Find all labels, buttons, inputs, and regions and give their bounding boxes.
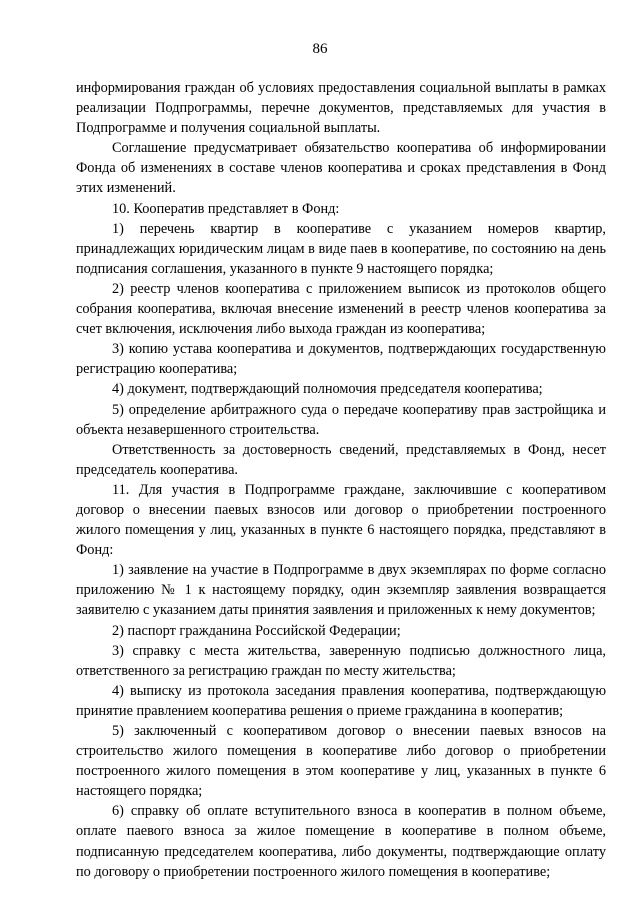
list-item: 5) заключенный с кооперативом договор о внесении паевых взносов на строительство жилого помещения в кооперативе либо договор о приобретении построенного жилого помещения в этом кооперативе у лиц, указанных в пункте 6 настоящего порядка; bbox=[76, 723, 606, 800]
paragraph: 10. Кооператив представляет в Фонд: bbox=[112, 200, 340, 217]
list-item: 2) реестр членов кооператива с приложением выписок из протоколов общего собрания кооператива, включая внесение изменений в реестр членов кооператива за счет включения, исключения либо выхода граждан из кооператива; bbox=[76, 280, 606, 338]
page-number: 86 bbox=[312, 41, 328, 57]
document-body bbox=[76, 78, 606, 882]
list-item: 4) документ, подтверждающий полномочия председателя кооператива; bbox=[112, 381, 543, 398]
paragraph: информирования граждан об условиях предоставления социальной выплаты в рамках реализации Подпрограммы, перечне документов, представляемых для участия в Подпрограмме и получения социальной выплаты. bbox=[76, 80, 606, 137]
list-item: 1) перечень квартир в кооперативе с указанием номеров квартир, принадлежащих юридическим лицам в виде паев в кооперативе, по состоянию на день подписания соглашения, указанного в пункте 9 настоящего порядка; bbox=[76, 220, 606, 277]
list-item: 2) паспорт гражданина Российской Федерации; bbox=[112, 622, 401, 639]
list-item: 3) справку с места жительства, заверенную подписью должностного лица, ответственного за регистрацию граждан по месту жительства; bbox=[76, 642, 606, 679]
list-item: 3) копию устава кооператива и документов, подтверждающих государственную регистрацию кооператива; bbox=[76, 341, 606, 378]
paragraph: Соглашение предусматривает обязательство кооператива об информировании Фонда об изменениях в составе членов кооператива и сроках представления в Фонд этих изменений. bbox=[76, 140, 606, 197]
list-item: 1) заявление на участие в Подпрограмме в двух экземплярах по форме согласно приложению № 1 к настоящему порядку, один экземпляр заявления возвращается заявителю с указанием даты принятия заявления и приложенных к нему документов; bbox=[76, 562, 606, 619]
list-item: 4) выписку из протокола заседания правления кооператива, подтверждающую принятие правлением кооператива решения о приеме гражданина в кооператив; bbox=[76, 682, 606, 719]
list-item: 6) справку об оплате вступительного взноса в кооператив в полном объеме, оплате паевого взноса за жилое помещение в кооперативе в полном объеме, подписанную председателем кооператива, либо документы, подтверждающие оплату по договору о приобретении построенного жилого помещения в кооперативе; bbox=[76, 803, 606, 880]
paragraph: 11. Для участия в Подпрограмме граждане, заключившие с кооперативом договор о внесении паевых взносов или договор о приобретении построенного жилого помещения у лиц, указанных в пункте 6 настоящего порядка, представляют в Фонд: bbox=[76, 481, 606, 559]
paragraph: Ответственность за достоверность сведений, представляемых в Фонд, несет председатель кооператива. bbox=[76, 441, 606, 478]
list-item: 5) определение арбитражного суда о передаче кооперативу прав застройщика и объекта незавершенного строительства. bbox=[76, 401, 606, 438]
